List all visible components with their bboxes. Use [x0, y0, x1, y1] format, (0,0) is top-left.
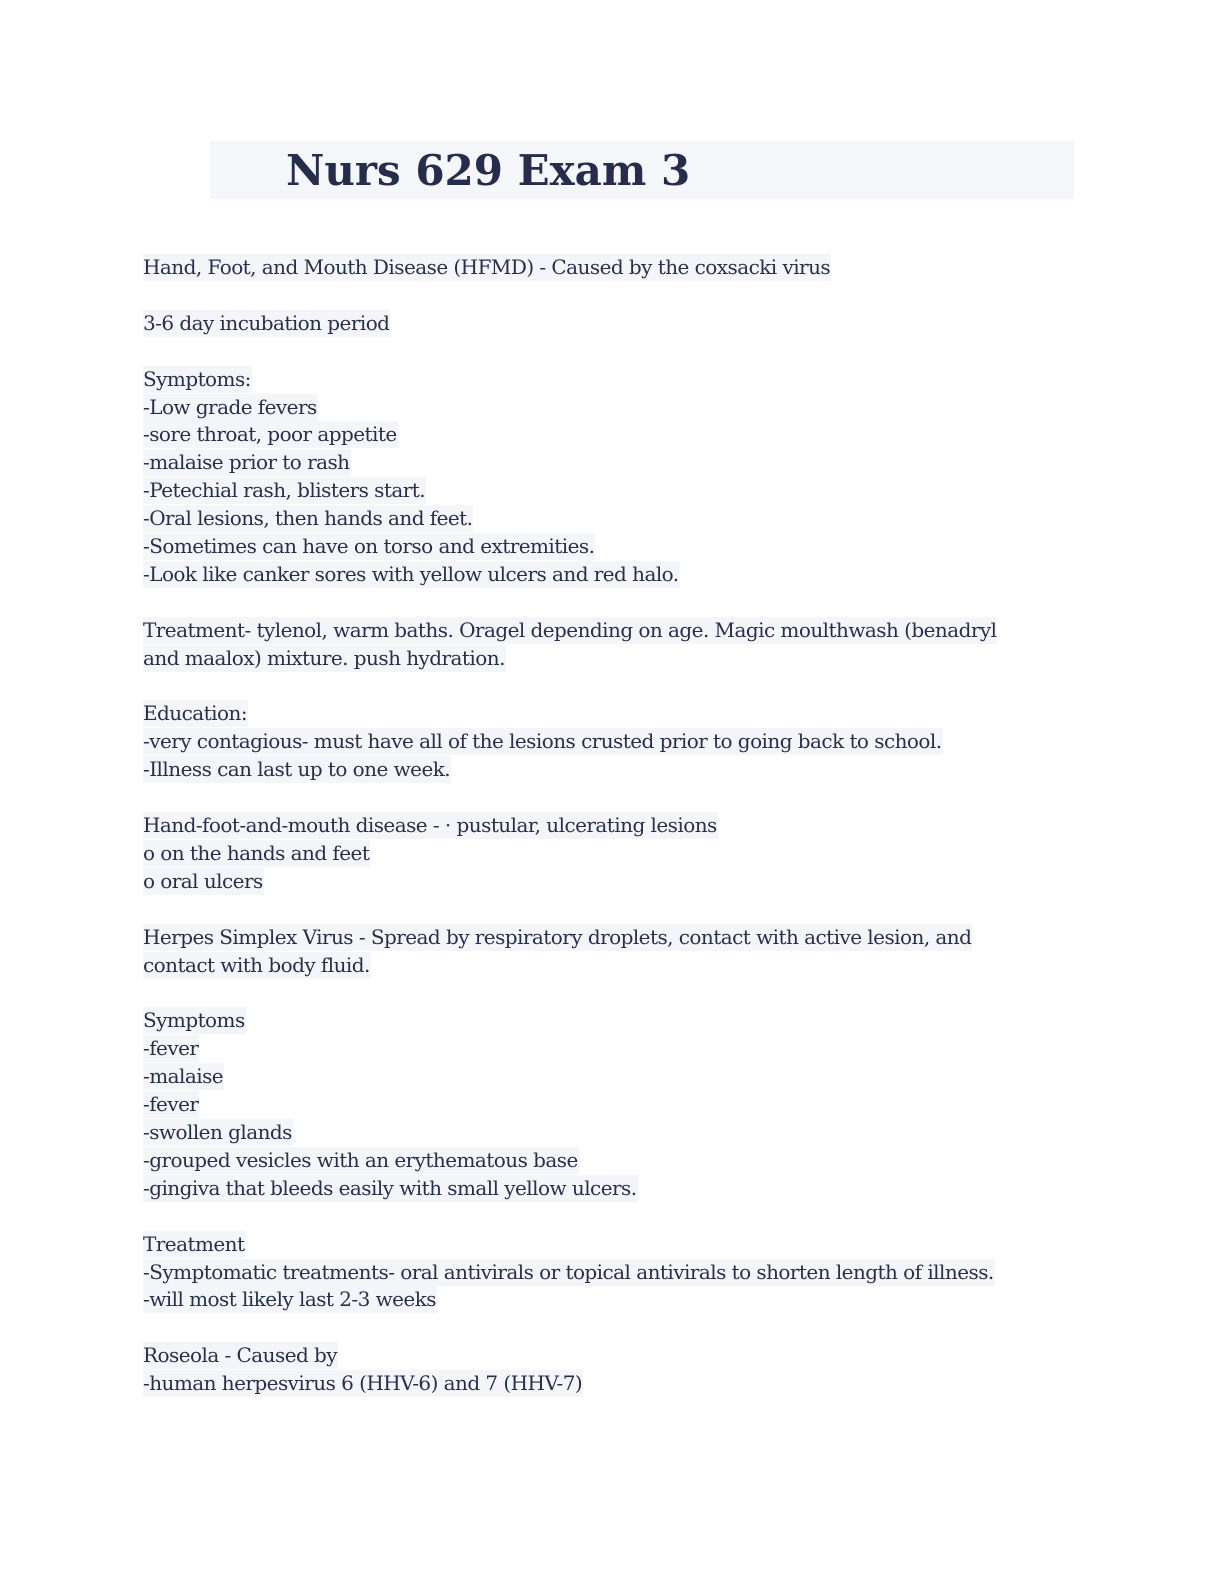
text-line-content: Treatment- tylenol, warm baths. Oragel depending on age. Magic moulthwash (benadryl: [143, 617, 997, 642]
text-line-content: Symptoms: [143, 1008, 245, 1033]
text-line-content: -Petechial rash, blisters start.: [143, 478, 426, 503]
text-line-content: Hand, Foot, and Mouth Disease (HFMD) - Caused by the coxsacki virus: [143, 255, 831, 279]
text-line: [143, 533, 1073, 561]
text-line-content: -Oral lesions, then hands and feet.: [143, 506, 473, 531]
text-line-content: -human herpesvirus 6 (HHV-6) and 7 (HHV-7): [143, 1371, 583, 1396]
page-title: Nurs 629 Exam 3: [286, 146, 691, 195]
text-line-content: -sore throat, poor appetite: [143, 422, 397, 447]
text-block: [143, 617, 1073, 673]
text-line: [143, 812, 1073, 840]
text-line: [143, 645, 1073, 673]
text-line-content: -Sometimes can have on torso and extremities.: [143, 534, 595, 559]
text-block: [143, 254, 1073, 282]
text-line-content: -swollen glands: [143, 1119, 292, 1144]
text-line: [143, 1147, 1073, 1175]
text-line: [143, 1342, 1073, 1370]
text-line: [143, 700, 1073, 728]
document-body: [143, 254, 1073, 1426]
text-line-content: -Illness can last up to one week.: [143, 757, 451, 782]
text-line-content: -fever: [143, 1036, 199, 1061]
text-line: [143, 756, 1073, 784]
text-line: [143, 868, 1073, 896]
text-line-content: o oral ulcers: [143, 868, 263, 893]
text-line-content: -fever: [143, 1092, 199, 1117]
text-line: [143, 617, 1073, 645]
text-line: [143, 449, 1073, 477]
text-line-content: Hand-foot-and-mouth disease - · pustular, ulcerating lesions: [143, 813, 717, 838]
text-line: [143, 254, 1073, 282]
text-block: [143, 310, 1073, 338]
text-line-content: -Symptomatic treatments- oral antivirals or topical antivirals to shorten length of illness.: [143, 1259, 994, 1284]
text-block: [143, 366, 1073, 589]
text-line: [143, 924, 1073, 952]
text-block: [143, 924, 1073, 980]
text-line: [143, 561, 1073, 589]
text-line-content: -gingiva that bleeds easily with small yellow ulcers.: [143, 1175, 637, 1200]
text-line-content: Herpes Simplex Virus - Spread by respiratory droplets, contact with active lesion, and: [143, 924, 972, 949]
text-block: [143, 812, 1073, 896]
text-line-content: 3-6 day incubation period: [143, 310, 390, 335]
text-line: [143, 1175, 1073, 1203]
text-block: [143, 1342, 1073, 1398]
text-line: [143, 1063, 1073, 1091]
text-line-content: -Low grade fevers: [143, 394, 317, 419]
text-line: [143, 1007, 1073, 1035]
text-line-content: contact with body fluid.: [143, 952, 370, 977]
text-line: [143, 310, 1073, 338]
text-line: [143, 1035, 1073, 1063]
text-line: [143, 477, 1073, 505]
text-line-content: -grouped vesicles with an erythematous base: [143, 1147, 578, 1172]
text-line: [143, 394, 1073, 422]
text-line-content: -will most likely last 2-3 weeks: [143, 1287, 437, 1312]
text-block: [143, 700, 1073, 784]
text-line-content: -Look like canker sores with yellow ulcers and red halo.: [143, 561, 679, 586]
text-line: [143, 1091, 1073, 1119]
text-line-content: Symptoms:: [143, 366, 251, 391]
text-line: [143, 1259, 1073, 1287]
text-line-content: -malaise prior to rash: [143, 450, 350, 475]
text-line: [143, 1119, 1073, 1147]
text-line: [143, 505, 1073, 533]
text-line: [143, 421, 1073, 449]
title-banner: [210, 141, 1074, 199]
text-line-content: and maalox) mixture. push hydration.: [143, 645, 505, 670]
text-line: [143, 366, 1073, 394]
text-line: [143, 952, 1073, 980]
text-line-content: -malaise: [143, 1064, 224, 1089]
text-line-content: Education:: [143, 701, 248, 726]
text-line: [143, 728, 1073, 756]
text-line: [143, 840, 1073, 868]
text-line: [143, 1370, 1073, 1398]
text-line-content: Treatment: [143, 1231, 245, 1256]
text-line-content: Roseola - Caused by: [143, 1343, 338, 1368]
text-line-content: -very contagious- must have all of the lesions crusted prior to going back to school.: [143, 729, 942, 754]
text-block: [143, 1231, 1073, 1315]
text-line-content: o on the hands and feet: [143, 840, 370, 865]
text-line: [143, 1231, 1073, 1259]
text-block: [143, 1007, 1073, 1202]
text-line: [143, 1286, 1073, 1314]
